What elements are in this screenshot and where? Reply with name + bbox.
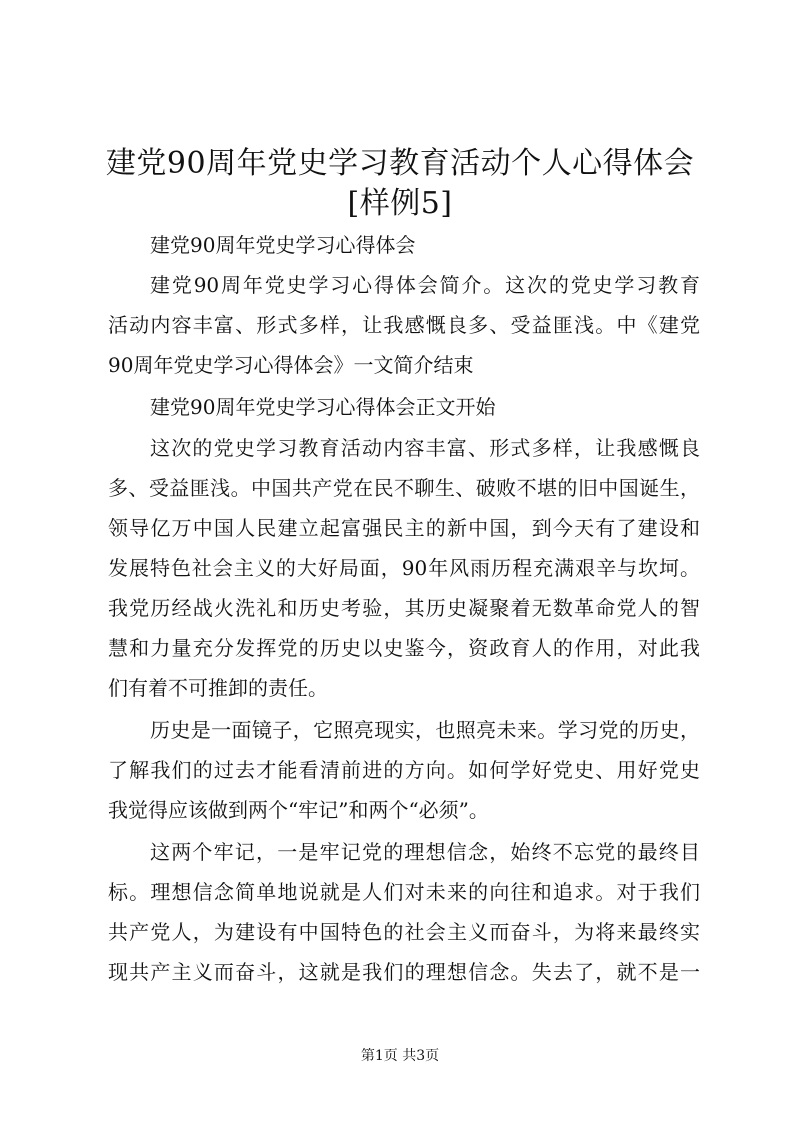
paragraph-line: 我觉得应该做到两个“牢记”和两个“必须”。 <box>108 798 489 822</box>
paragraph-line: 活动内容丰富、形式多样，让我感慨良多、受益匪浅。中《建党 <box>108 313 700 337</box>
paragraph-line: 我党历经战火洗礼和历史考验，其历史凝聚着无数革命党人的智 <box>108 596 700 620</box>
paragraph-line: 建党90周年党史学习心得体会正文开始 <box>150 395 496 419</box>
paragraph-line: 现共产主义而奋斗，这就是我们的理想信念。失去了，就不是一 <box>108 960 700 984</box>
paragraph-line: 建党90周年党史学习心得体会 <box>150 233 416 257</box>
paragraph-line: 多、受益匪浅。中国共产党在民不聊生、破败不堪的旧中国诞生， <box>108 476 700 500</box>
paragraph-line: 领导亿万中国人民建立起富强民主的新中国，到今天有了建设和 <box>108 516 700 540</box>
document-title-suffix: [样例5] <box>347 186 453 221</box>
paragraph-line: 历史是一面镜子，它照亮现实，也照亮未来。学习党的历史， <box>150 718 700 742</box>
paragraph-line: 标。理想信念简单地说就是人们对未来的向往和追求。对于我们 <box>108 880 700 904</box>
paragraph-line: 了解我们的过去才能看清前进的方向。如何学好党史、用好党史 <box>108 758 700 782</box>
paragraph-line: 发展特色社会主义的大好局面，90年风雨历程充满艰辛与坎坷。 <box>108 556 700 580</box>
paragraph-line: 这次的党史学习教育活动内容丰富、形式多样，让我感慨良 <box>150 436 700 460</box>
paragraph-line: 这两个牢记，一是牢记党的理想信念，始终不忘党的最终目 <box>150 840 700 864</box>
document-title: 建党90周年党史学习教育活动个人心得体会 <box>105 146 695 181</box>
page-number: 第1页 共3页 <box>360 1048 440 1064</box>
paragraph-line: 90周年党史学习心得体会》一文简介结束 <box>108 353 474 377</box>
paragraph-line: 建党90周年党史学习心得体会简介。这次的党史学习教育 <box>150 273 700 297</box>
paragraph-line: 慧和力量充分发挥党的历史以史鉴今，资政育人的作用，对此我 <box>108 636 700 660</box>
paragraph-line: 们有着不可推卸的责任。 <box>108 676 328 700</box>
paragraph-line: 共产党人，为建设有中国特色的社会主义而奋斗，为将来最终实 <box>108 920 700 944</box>
